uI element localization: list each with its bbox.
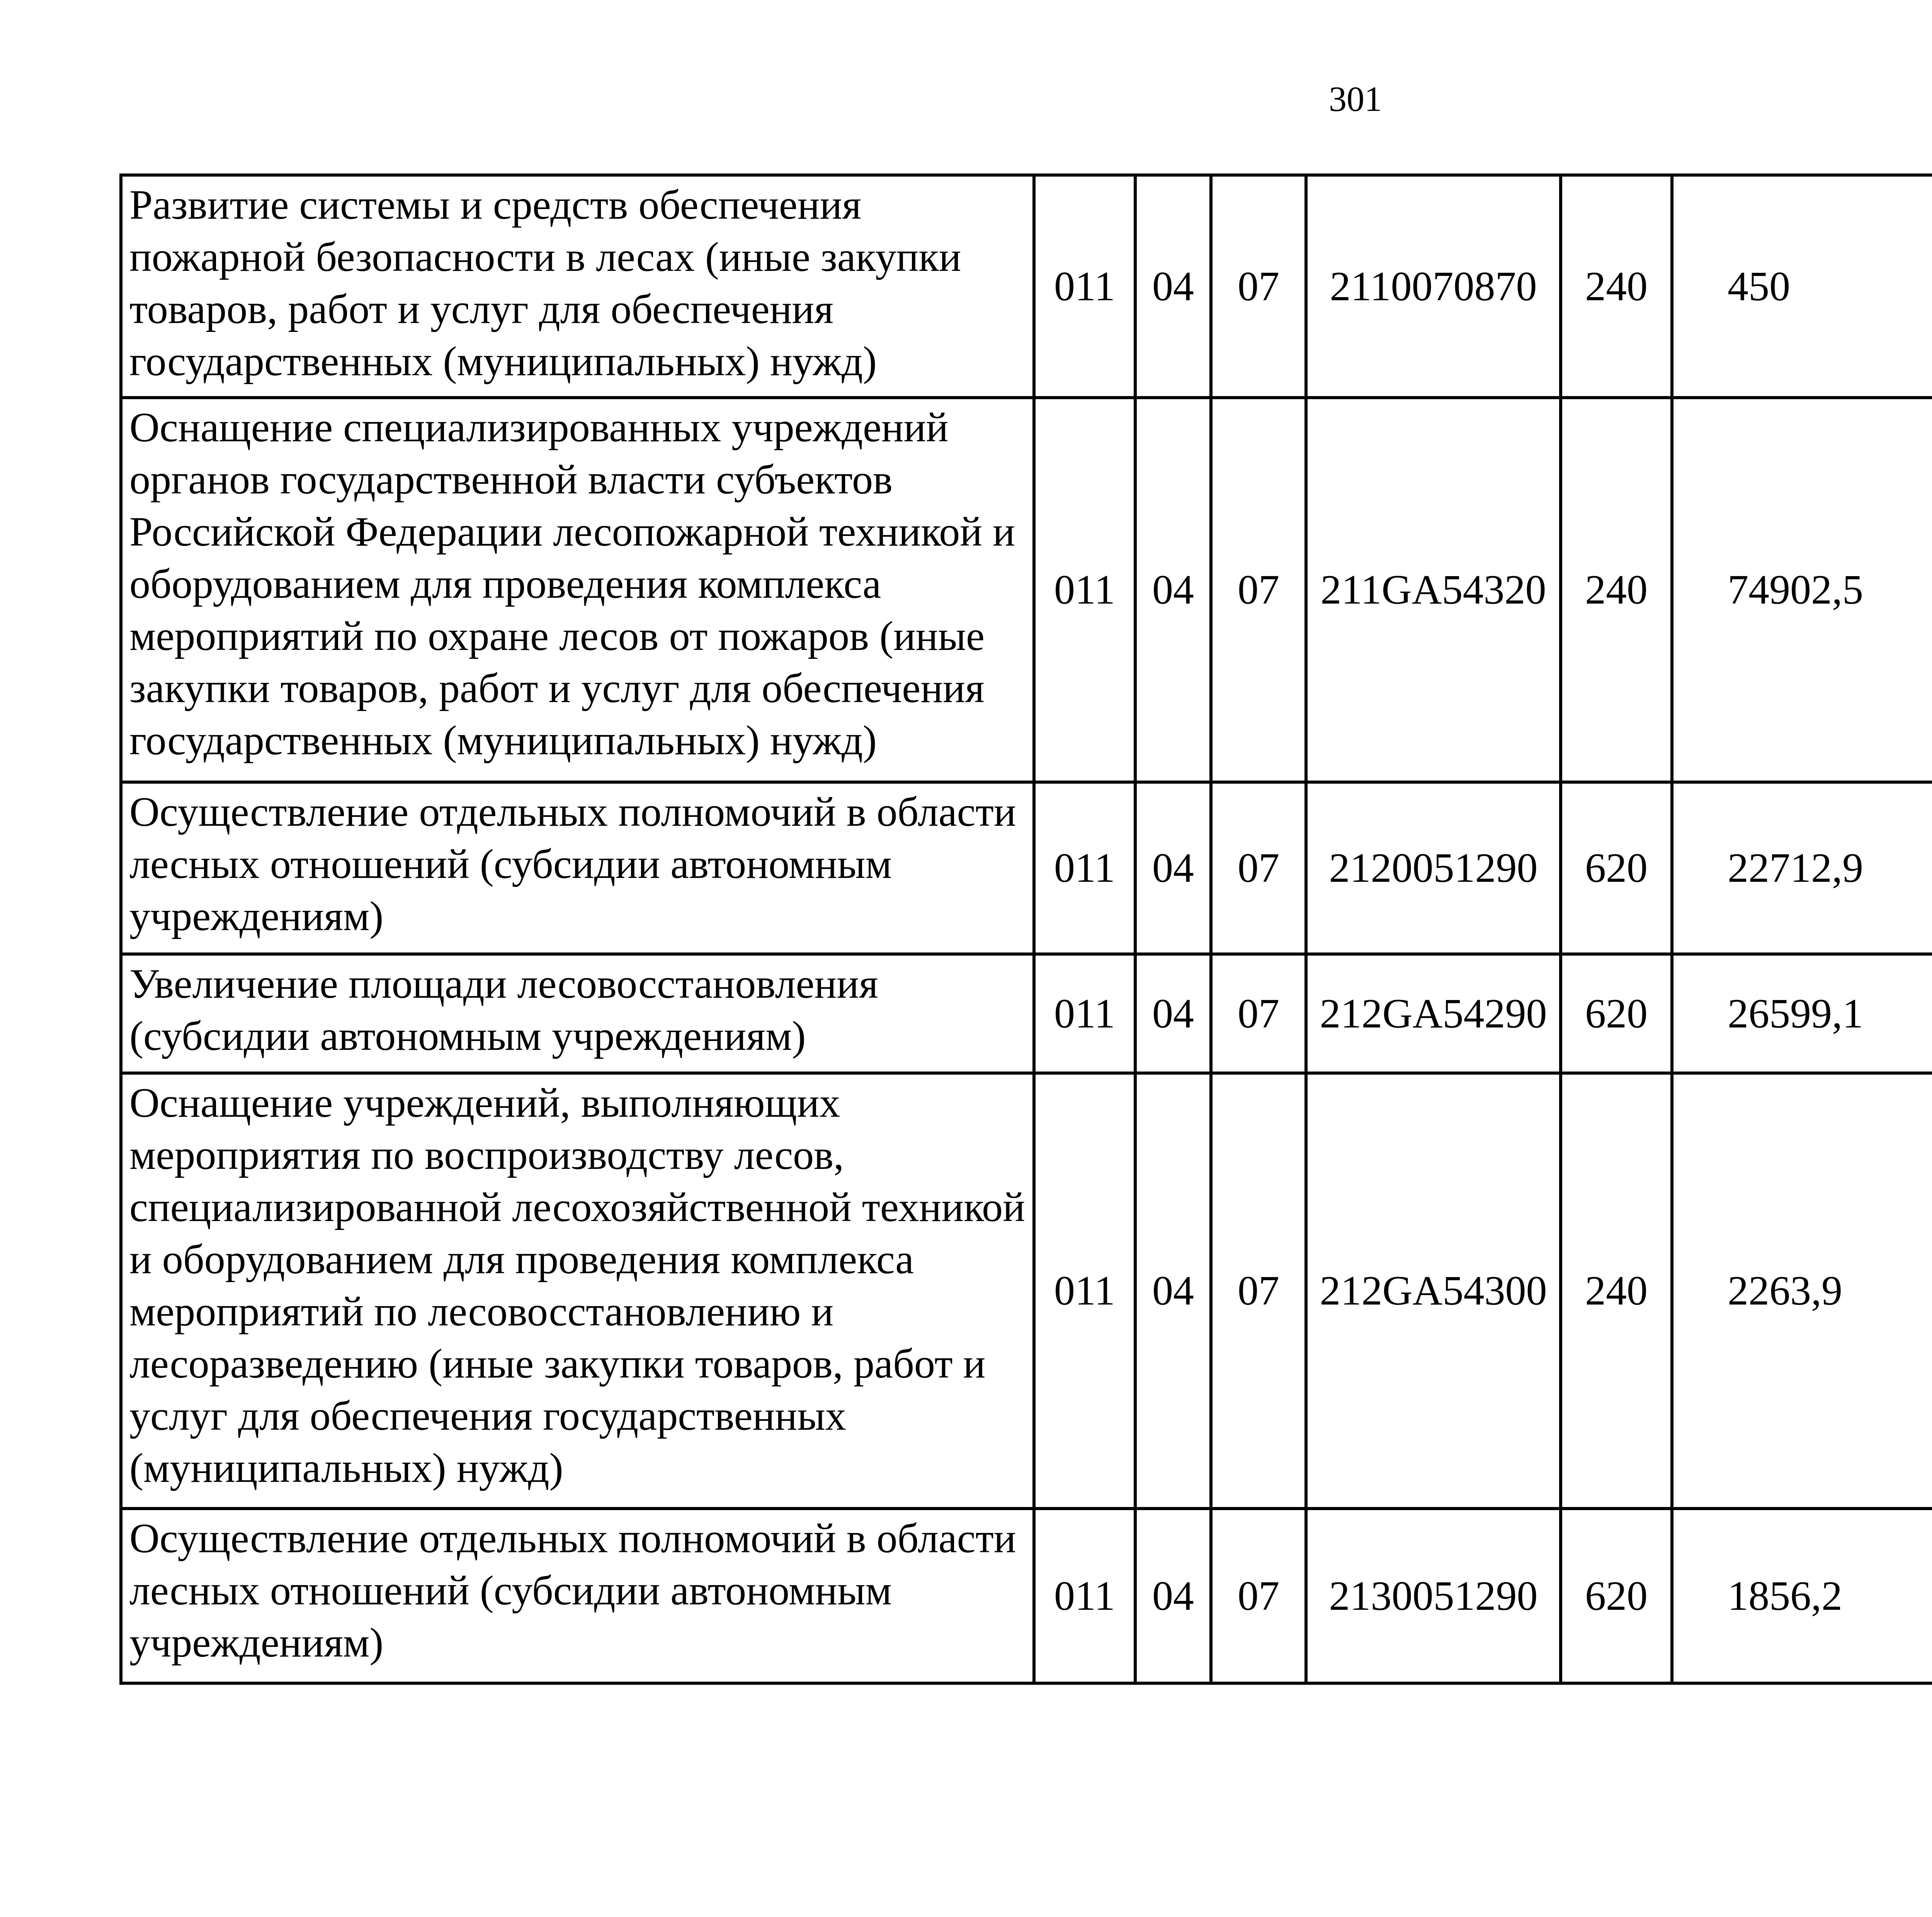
expense-type-cell: 240 — [1561, 175, 1672, 398]
table-body — [121, 175, 1932, 1683]
ministry-code-cell: 011 — [1034, 175, 1135, 398]
description-cell: Оснащение учреждений, выполняющих мероприятия по воспроизводству лесов, специализированной лесохозяйственной техникой и оборудованием для проведения комплекса мероприятий по лесовосстановлению и лесоразведению (иные закупки товаров, работ и услуг для обеспечения государственных (муниципальных) нужд) — [121, 1073, 1034, 1509]
expense-type-cell: 240 — [1561, 1073, 1672, 1509]
section-code-cell: 04 — [1135, 954, 1211, 1073]
expense-type-cell: 620 — [1561, 1509, 1672, 1683]
section-code-cell: 04 — [1135, 175, 1211, 398]
target-article-cell: 212GA54290 — [1306, 954, 1561, 1073]
description-cell: Увеличение площади лесовосстановления (субсидии автономным учреждениям) — [121, 954, 1034, 1073]
amount-1-cell: 22712,9 — [1672, 782, 1932, 954]
target-article-cell: 2120051290 — [1306, 782, 1561, 954]
amount-1-cell: 74902,5 — [1672, 398, 1932, 782]
description-cell: Осуществление отдельных полномочий в области лесных отношений (субсидии автономным учреждениям) — [121, 782, 1034, 954]
ministry-code-cell: 011 — [1034, 398, 1135, 782]
table-row — [121, 954, 1932, 1073]
subsection-code-cell: 07 — [1211, 398, 1306, 782]
section-code-cell: 04 — [1135, 782, 1211, 954]
table-row — [121, 782, 1932, 954]
ministry-code-cell: 011 — [1034, 1509, 1135, 1683]
amount-1-cell: 26599,1 — [1672, 954, 1932, 1073]
table-row — [121, 175, 1932, 398]
target-article-cell: 211GA54320 — [1306, 398, 1561, 782]
expense-type-cell: 620 — [1561, 954, 1672, 1073]
amount-1-cell: 2263,9 — [1672, 1073, 1932, 1509]
ministry-code-cell: 011 — [1034, 782, 1135, 954]
table-row — [121, 1073, 1932, 1509]
subsection-code-cell: 07 — [1211, 1073, 1306, 1509]
page-number: 301 — [1329, 79, 1382, 119]
expense-type-cell: 620 — [1561, 782, 1672, 954]
amount-1-cell: 450 — [1672, 175, 1932, 398]
description-cell: Осуществление отдельных полномочий в области лесных отношений (субсидии автономным учреждениям) — [121, 1509, 1034, 1683]
subsection-code-cell: 07 — [1211, 782, 1306, 954]
description-cell: Оснащение специализированных учреждений органов государственной власти субъектов Российской Федерации лесопожарной техникой и оборудованием для проведения комплекса мероприятий по охране лесов от пожаров (иные закупки товаров, работ и услуг для обеспечения государственных (муниципальных) нужд) — [121, 398, 1034, 782]
target-article-cell: 2110070870 — [1306, 175, 1561, 398]
section-code-cell: 04 — [1135, 398, 1211, 782]
ministry-code-cell: 011 — [1034, 954, 1135, 1073]
expense-type-cell: 240 — [1561, 398, 1672, 782]
table-row — [121, 1509, 1932, 1683]
section-code-cell: 04 — [1135, 1073, 1211, 1509]
description-cell: Развитие системы и средств обеспечения пожарной безопасности в лесах (иные закупки товаров, работ и услуг для обеспечения государственных (муниципальных) нужд) — [121, 175, 1034, 398]
subsection-code-cell: 07 — [1211, 1509, 1306, 1683]
subsection-code-cell: 07 — [1211, 954, 1306, 1073]
budget-table — [119, 173, 1932, 1685]
target-article-cell: 2130051290 — [1306, 1509, 1561, 1683]
subsection-code-cell: 07 — [1211, 175, 1306, 398]
table-row — [121, 398, 1932, 782]
target-article-cell: 212GA54300 — [1306, 1073, 1561, 1509]
ministry-code-cell: 011 — [1034, 1073, 1135, 1509]
amount-1-cell: 1856,2 — [1672, 1509, 1932, 1683]
section-code-cell: 04 — [1135, 1509, 1211, 1683]
